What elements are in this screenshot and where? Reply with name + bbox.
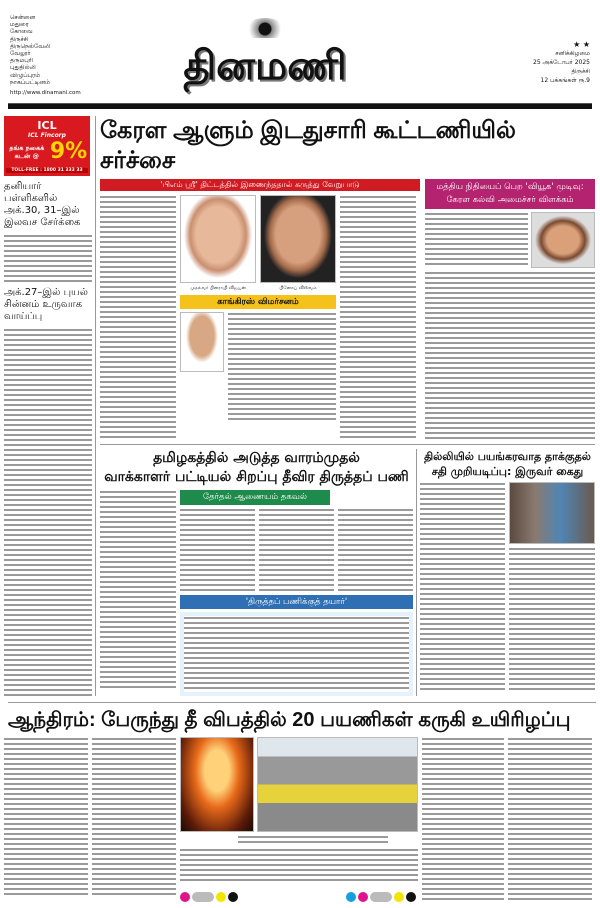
voter-story: [100, 449, 413, 696]
date: 25 அக்டோபர் 2025: [533, 59, 590, 66]
edition-item: திருநெல்வேலி: [10, 42, 51, 50]
left-story2-headline: அக்.27–இல் புயல் சின்னம் உருவாக வாய்ப்பு: [4, 287, 88, 322]
photo-delhi-arrest: [509, 482, 595, 544]
lead-subhead: 'பிஎம் ஸ்ரீ' திட்டத்தில் இணைந்ததால் கருத்து வேறுபாடு: [100, 179, 420, 191]
andhra-headline: ஆந்திரம்: பேருந்து தீ விபத்தில் 20 பயணிகள் கருகி உயிரிழப்பு: [8, 709, 571, 731]
voter-box: [180, 612, 413, 696]
left-story1-headline: தனியார் பள்ளிகளில் அக்.30, 31–இல் இலவச சேர்க்கை: [4, 181, 81, 228]
photo-burnt-bus: [257, 737, 418, 832]
lead-headline: கேரள ஆளும் இடதுசாரி கூட்டணியில் சர்ச்சை: [100, 117, 516, 174]
voter-body-col1: [100, 490, 176, 690]
edition-list: [10, 14, 50, 86]
date-block: [480, 40, 590, 85]
main-column: [100, 116, 595, 696]
column-rule: [95, 116, 96, 696]
ad-offer: தங்க நகைக் கடன் @: [9, 144, 45, 160]
lead-body-col1: [100, 195, 176, 440]
andhra-body-mid: [180, 848, 418, 884]
color-registration-marks: [180, 887, 240, 906]
delhi-headline: தில்லியில் பயங்கரவாத தாக்குதல் சதி முறியடிப்பு: இருவர் கைது: [424, 450, 591, 478]
edition-item: வேலூர்: [10, 50, 31, 58]
caption-binoy: பினோய் விஸ்வம்: [279, 286, 317, 291]
lead-body-col3: [340, 195, 416, 440]
edition-item: நாகப்பட்டினம்: [10, 78, 50, 86]
andhra-body-col2: [92, 737, 176, 897]
side-body-top: [425, 212, 528, 268]
column-rule: [416, 449, 417, 696]
edition-item: திருச்சி: [10, 35, 29, 43]
delhi-body-col1: [420, 482, 505, 692]
logo-text: தினமணி: [183, 42, 347, 89]
edition-item: தருமபுரி: [10, 57, 34, 65]
ad-brand: ICL: [37, 119, 57, 132]
ad-name: ICL Fincorp: [28, 132, 66, 139]
photo-bus-fire: [180, 737, 254, 832]
voter-headline: தமிழகத்தில் அடுத்த வாரம்முதல் வாக்காளர் பட்டியல் சிறப்பு தீவிர திருத்தப் பணி: [104, 450, 409, 485]
photo-kerala-minister: [531, 212, 595, 268]
andhra-body-col1: [4, 737, 88, 897]
andhra-story: [0, 737, 600, 906]
upper-section: [0, 112, 600, 696]
voter-body-col4: [338, 508, 413, 592]
voter-subhead: தேர்தல் ஆணையம் தகவல்: [180, 490, 330, 505]
edition-item: கோவை: [10, 28, 33, 36]
lead-story: [100, 179, 420, 440]
edition-item: சென்னை: [10, 14, 36, 21]
masthead: [0, 0, 600, 112]
voter-body-col3: [259, 508, 334, 592]
left-column: [4, 116, 92, 696]
emblem-icon: [245, 18, 285, 38]
andhra-photo-caption: [238, 835, 388, 845]
edition-item: புதுதில்லி: [10, 64, 36, 72]
left-story2-body: [4, 328, 92, 696]
side-story: [425, 179, 595, 440]
photo-binoy: [260, 195, 336, 283]
edition-stars: ★ ★: [573, 40, 590, 49]
ad-rate: 9%: [49, 139, 88, 164]
andhra-body-col4: [508, 737, 592, 902]
color-registration-marks: [346, 887, 418, 906]
delhi-body-col2: [509, 547, 595, 692]
left-story1-body: [4, 234, 92, 282]
andhra-body-col3: [422, 737, 504, 902]
edition-item: விழுப்புரம்: [10, 71, 41, 79]
delhi-story: [420, 449, 595, 696]
day: சனிக்கிழமை: [555, 50, 590, 57]
side-headline: மத்திய நிதியைப் பெற 'வியூக' முடிவு: கேரள கல்வி அமைச்சர் விளக்கம்: [425, 179, 595, 209]
photo-congress-leader: [180, 312, 224, 372]
masthead-logo: [150, 18, 380, 98]
section-rule: [100, 444, 595, 445]
side-body: [425, 271, 595, 440]
masthead-bar: [8, 103, 592, 109]
website-url[interactable]: http://www.dinamani.com: [10, 90, 81, 96]
pages-price: 12 பக்கங்கள் ரூ.9: [540, 77, 590, 84]
voter-box-title: 'திருத்தப் பணிக்குத் தயார்': [180, 595, 413, 609]
edition-item: மதுரை: [10, 21, 29, 29]
caption-pinarayi: முதல்வர் பினராயி விஜயன்: [189, 286, 247, 291]
icl-ad[interactable]: [4, 116, 90, 176]
congress-body: [228, 312, 336, 422]
congress-box-title: காங்கிரஸ் விமர்சனம்: [180, 295, 336, 309]
photo-pinarayi: [180, 195, 256, 283]
ad-toll: TOLL-FREE : 1800 31 333 33: [6, 168, 88, 173]
edition: திருச்சி: [571, 68, 590, 75]
voter-body-col2: [180, 508, 255, 592]
